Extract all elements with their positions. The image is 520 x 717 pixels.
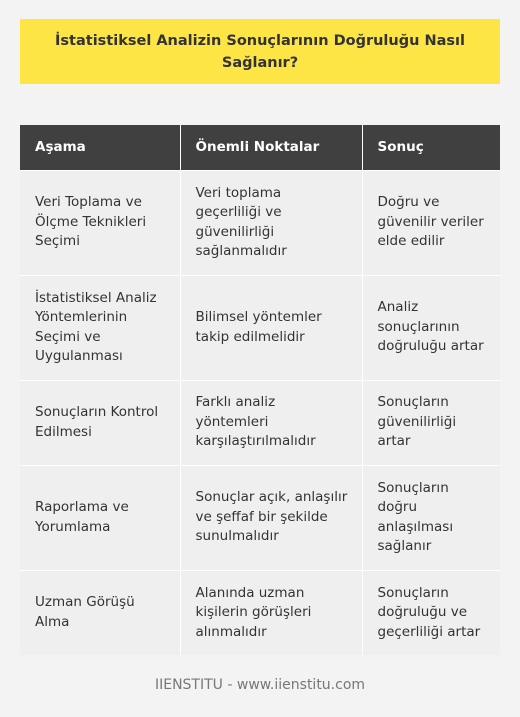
cell-key-points: Veri toplama geçerliliği ve güvenilirliği sağlanmalıdır xyxy=(180,170,362,275)
cell-result: Doğru ve güvenilir veriler elde edilir xyxy=(362,170,500,275)
table-header-row xyxy=(20,125,500,170)
table-row xyxy=(20,275,500,380)
cell-stage: Sonuçların Kontrol Edilmesi xyxy=(20,380,180,465)
cell-key-points: Bilimsel yöntemler takip edilmelidir xyxy=(180,275,362,380)
data-table xyxy=(20,125,500,655)
cell-key-points: Alanında uzman kişilerin görüşleri alınmalıdır xyxy=(180,570,362,655)
cell-key-points: Sonuçlar açık, anlaşılır ve şeffaf bir şekilde sunulmalıdır xyxy=(180,465,362,570)
footer-credit: IIENSTITU - www.iienstitu.com xyxy=(154,677,366,693)
table-row xyxy=(20,570,500,655)
title-banner xyxy=(20,19,500,84)
cell-stage: Veri Toplama ve Ölçme Teknikleri Seçimi xyxy=(20,170,180,275)
cell-stage: Raporlama ve Yorumlama xyxy=(20,465,180,570)
column-header-result: Sonuç xyxy=(362,125,500,170)
table-row xyxy=(20,170,500,275)
cell-result: Sonuçların doğruluğu ve geçerliliği artar xyxy=(362,570,500,655)
page-title: İstatistiksel Analizin Sonuçlarının Doğruluğu Nasıl Sağlanır? xyxy=(55,32,465,71)
cell-result: Analiz sonuçlarının doğruluğu artar xyxy=(362,275,500,380)
cell-result: Sonuçların güvenilirliği artar xyxy=(362,380,500,465)
column-header-stage: Aşama xyxy=(20,125,180,170)
table-row xyxy=(20,465,500,570)
cell-result: Sonuçların doğru anlaşılması sağlanır xyxy=(362,465,500,570)
cell-stage: Uzman Görüşü Alma xyxy=(20,570,180,655)
table-row xyxy=(20,380,500,465)
cell-key-points: Farklı analiz yöntemleri karşılaştırılmalıdır xyxy=(180,380,362,465)
cell-stage: İstatistiksel Analiz Yöntemlerinin Seçimi ve Uygulanması xyxy=(20,275,180,380)
column-header-key-points: Önemli Noktalar xyxy=(180,125,362,170)
